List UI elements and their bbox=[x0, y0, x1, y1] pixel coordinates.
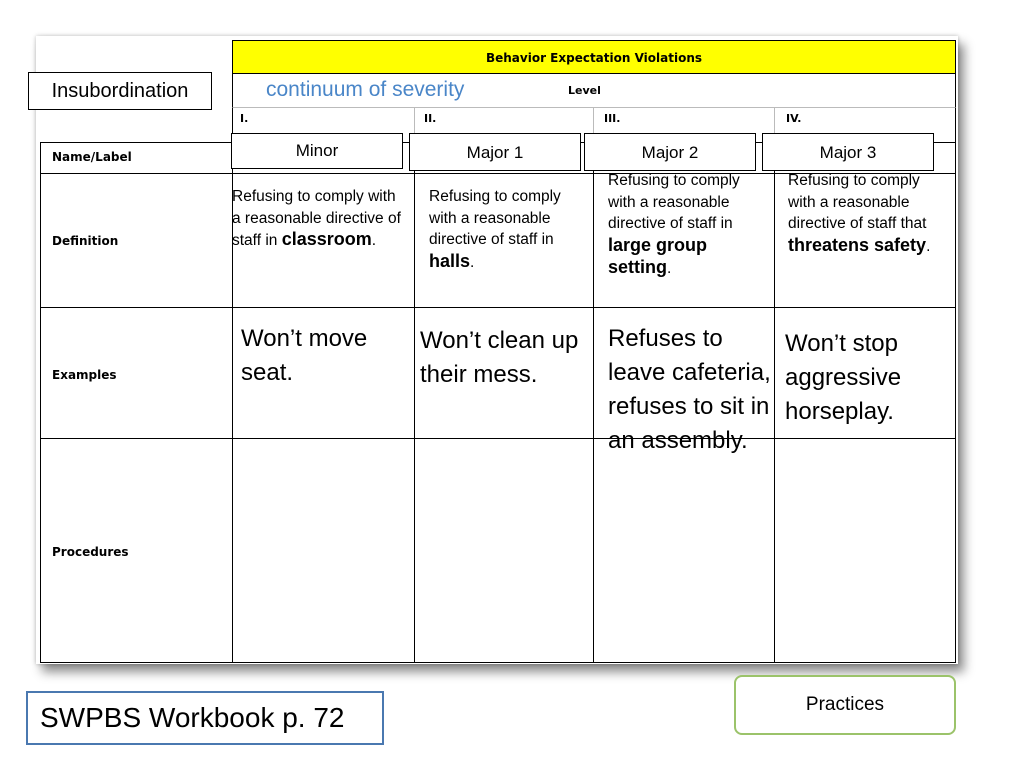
grid-line bbox=[774, 142, 775, 663]
definition-major-3: Refusing to comply with a reasonable directive of staff that threatens safety. bbox=[788, 172, 931, 255]
example-major-3: Won’t stop aggressive horseplay. bbox=[785, 330, 902, 425]
level-box-minor: Minor bbox=[231, 133, 403, 169]
level-numeral: IV. bbox=[786, 112, 802, 125]
definition-major-1: Refusing to comply with a reasonable directive of staff in halls. bbox=[429, 188, 561, 271]
behavior-label: Insubordination bbox=[28, 72, 212, 110]
level-numeral: II. bbox=[424, 112, 437, 125]
grid-line bbox=[40, 307, 956, 308]
row-label-examples: Examples bbox=[52, 368, 117, 382]
grid-line bbox=[40, 438, 956, 439]
level-label: Level bbox=[568, 84, 601, 97]
continuum-label: continuum of severity bbox=[266, 78, 465, 101]
level-box-major-1: Major 1 bbox=[409, 133, 581, 171]
row-label-name: Name/Label bbox=[52, 150, 132, 164]
level-box-major-2: Major 2 bbox=[584, 133, 756, 171]
definition-minor: Refusing to comply with a reasonable directive of staff in classroom. bbox=[232, 188, 401, 249]
grid-line bbox=[593, 142, 594, 663]
level-numeral: I. bbox=[240, 112, 249, 125]
grid-line bbox=[955, 108, 956, 663]
example-major-1: Won’t clean up their mess. bbox=[420, 327, 579, 388]
grid-line bbox=[40, 662, 956, 663]
level-numeral: III. bbox=[604, 112, 621, 125]
example-major-2: Refuses to leave cafeteria, refuses to sit in an assembly. bbox=[608, 325, 771, 454]
grid-line bbox=[414, 142, 415, 663]
definition-major-2: Refusing to comply with a reasonable directive of staff in large group setting. bbox=[608, 172, 740, 277]
practices-button[interactable]: Practices bbox=[734, 675, 956, 735]
source-reference: SWPBS Workbook p. 72 bbox=[26, 691, 384, 745]
level-box-major-3: Major 3 bbox=[762, 133, 934, 171]
example-minor: Won’t move seat. bbox=[241, 325, 368, 386]
row-label-definition: Definition bbox=[52, 234, 119, 248]
table-title: Behavior Expectation Violations bbox=[232, 40, 956, 74]
row-label-procedures: Procedures bbox=[52, 545, 129, 559]
grid-line bbox=[40, 142, 41, 663]
